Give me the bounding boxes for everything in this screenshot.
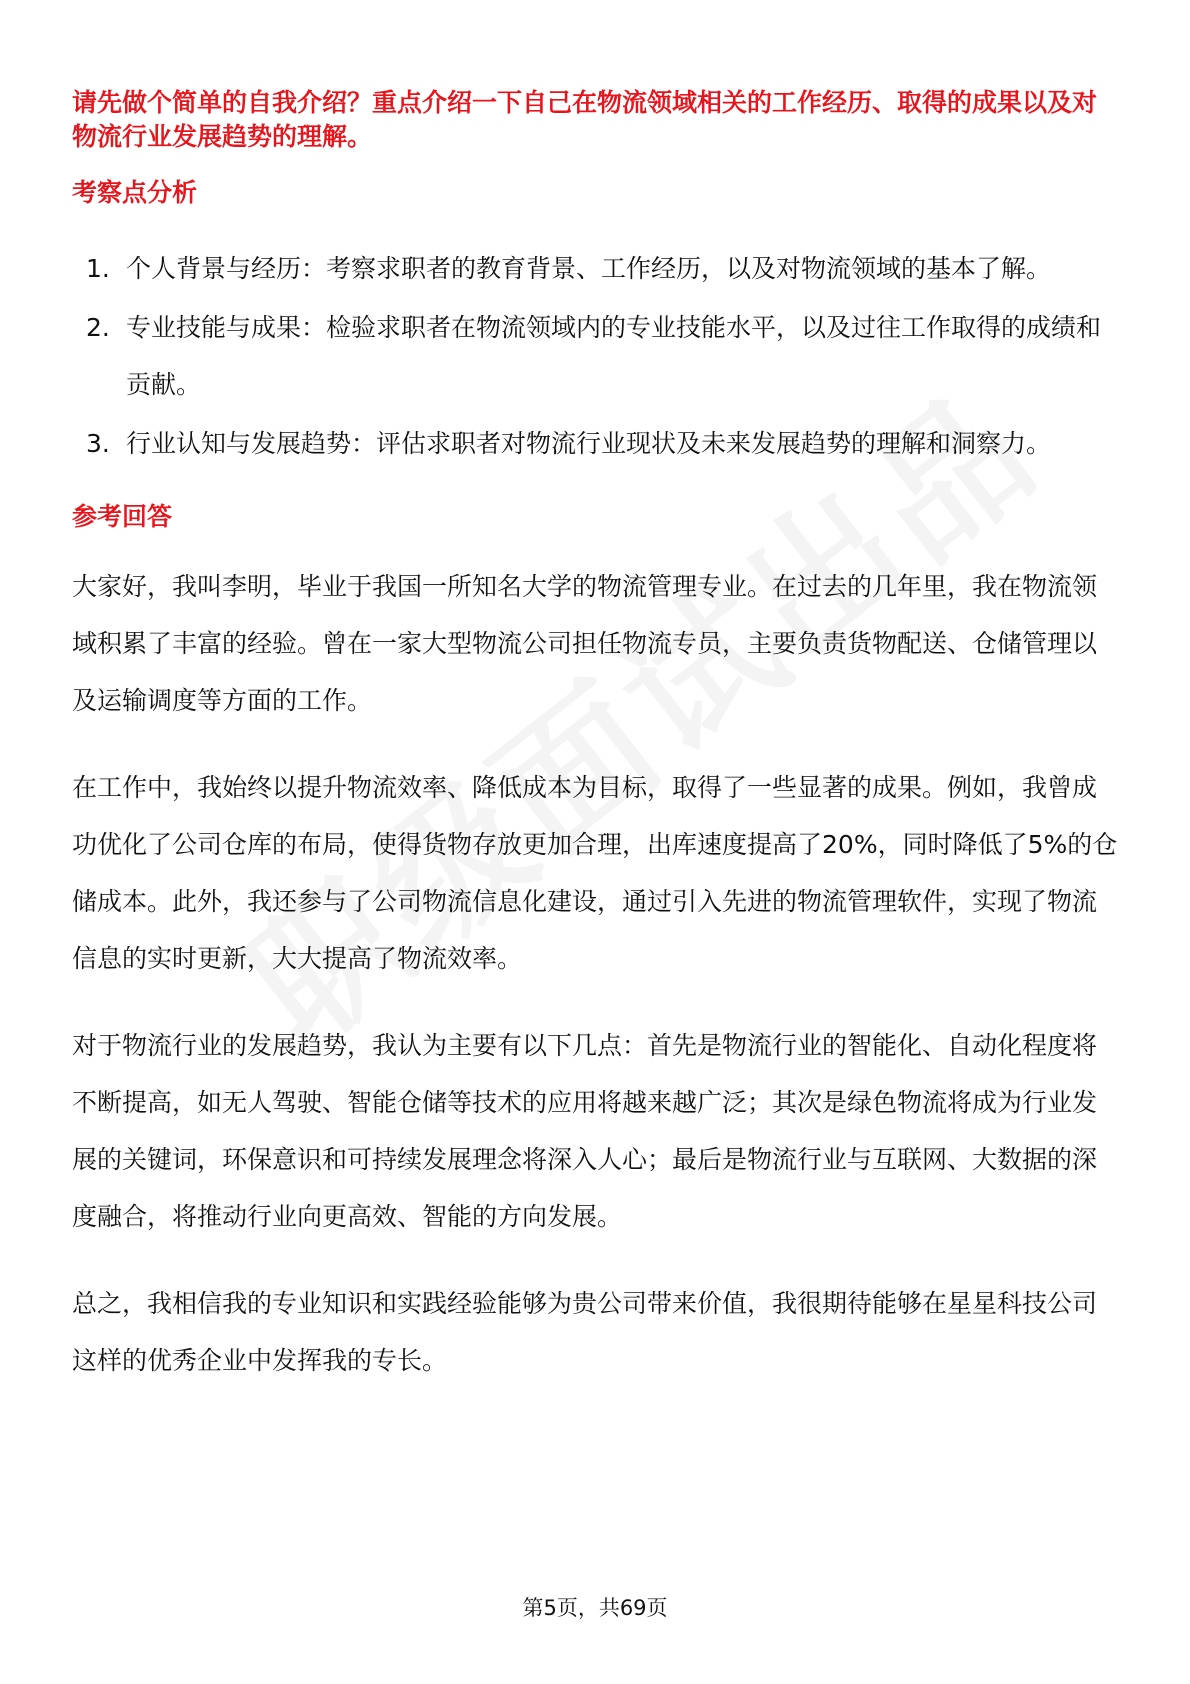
list-item-number: 2. (86, 313, 110, 342)
analysis-heading: 考察点分析 (72, 178, 198, 207)
answer-paragraph: 对于物流行业的发展趋势，我认为主要有以下几点：首先是物流行业的智能化、自动化程度将不断提高，如无人驾驶、智能仓储等技术的应用将越来越广泛；其次是绿色物流将成为行业发展的关键词，环保意识和可持续发展理念将深入人心；最后是物流行业与互联网、大数据的深度融合，将推动行业向更高效、智能的方向发展。 (72, 1031, 1098, 1231)
list-item-number: 3. (86, 429, 110, 458)
answer-paragraph: 总之，我相信我的专业知识和实践经验能够为贵公司带来价值，我很期待能够在星星科技公司这样的优秀企业中发挥我的专长。 (72, 1289, 1098, 1375)
list-item (72, 299, 1118, 413)
question-text: 请先做个简单的自我介绍？重点介绍一下自己在物流领域相关的工作经历、取得的成果以及对物流行业发展趋势的理解。 (72, 88, 1098, 151)
answer-paragraph: 大家好，我叫李明，毕业于我国一所知名大学的物流管理专业。在过去的几年里，我在物流领域积累了丰富的经验。曾在一家大型物流公司担任物流专员，主要负责货物配送、仓储管理以及运输调度等方面的工作。 (72, 572, 1098, 715)
list-item-text: 行业认知与发展趋势：评估求职者对物流行业现状及未来发展趋势的理解和洞察力。 (126, 429, 1052, 458)
list-item (72, 415, 1118, 472)
analysis-list (72, 240, 1118, 472)
answer-paragraph: 在工作中，我始终以提升物流效率、降低成本为目标，取得了一些显著的成果。例如，我曾成功优化了公司仓库的布局，使得货物存放更加合理，出库速度提高了20%，同时降低了5%的仓储成本。此外，我还参与了公司物流信息化建设，通过引入先进的物流管理软件，实现了物流信息的实时更新，大大提高了物流效率。 (72, 773, 1118, 973)
list-item-text: 专业技能与成果：检验求职者在物流领域内的专业技能水平，以及过往工作取得的成绩和贡献。 (126, 313, 1102, 399)
page-number: 第5页，共69页 (522, 1596, 668, 1620)
list-item-text: 个人背景与经历：考察求职者的教育背景、工作经历，以及对物流领域的基本了解。 (126, 254, 1052, 283)
answer-heading: 参考回答 (72, 502, 173, 531)
document-body (72, 86, 1118, 1389)
list-item (72, 240, 1118, 297)
list-item-number: 1. (86, 254, 110, 283)
